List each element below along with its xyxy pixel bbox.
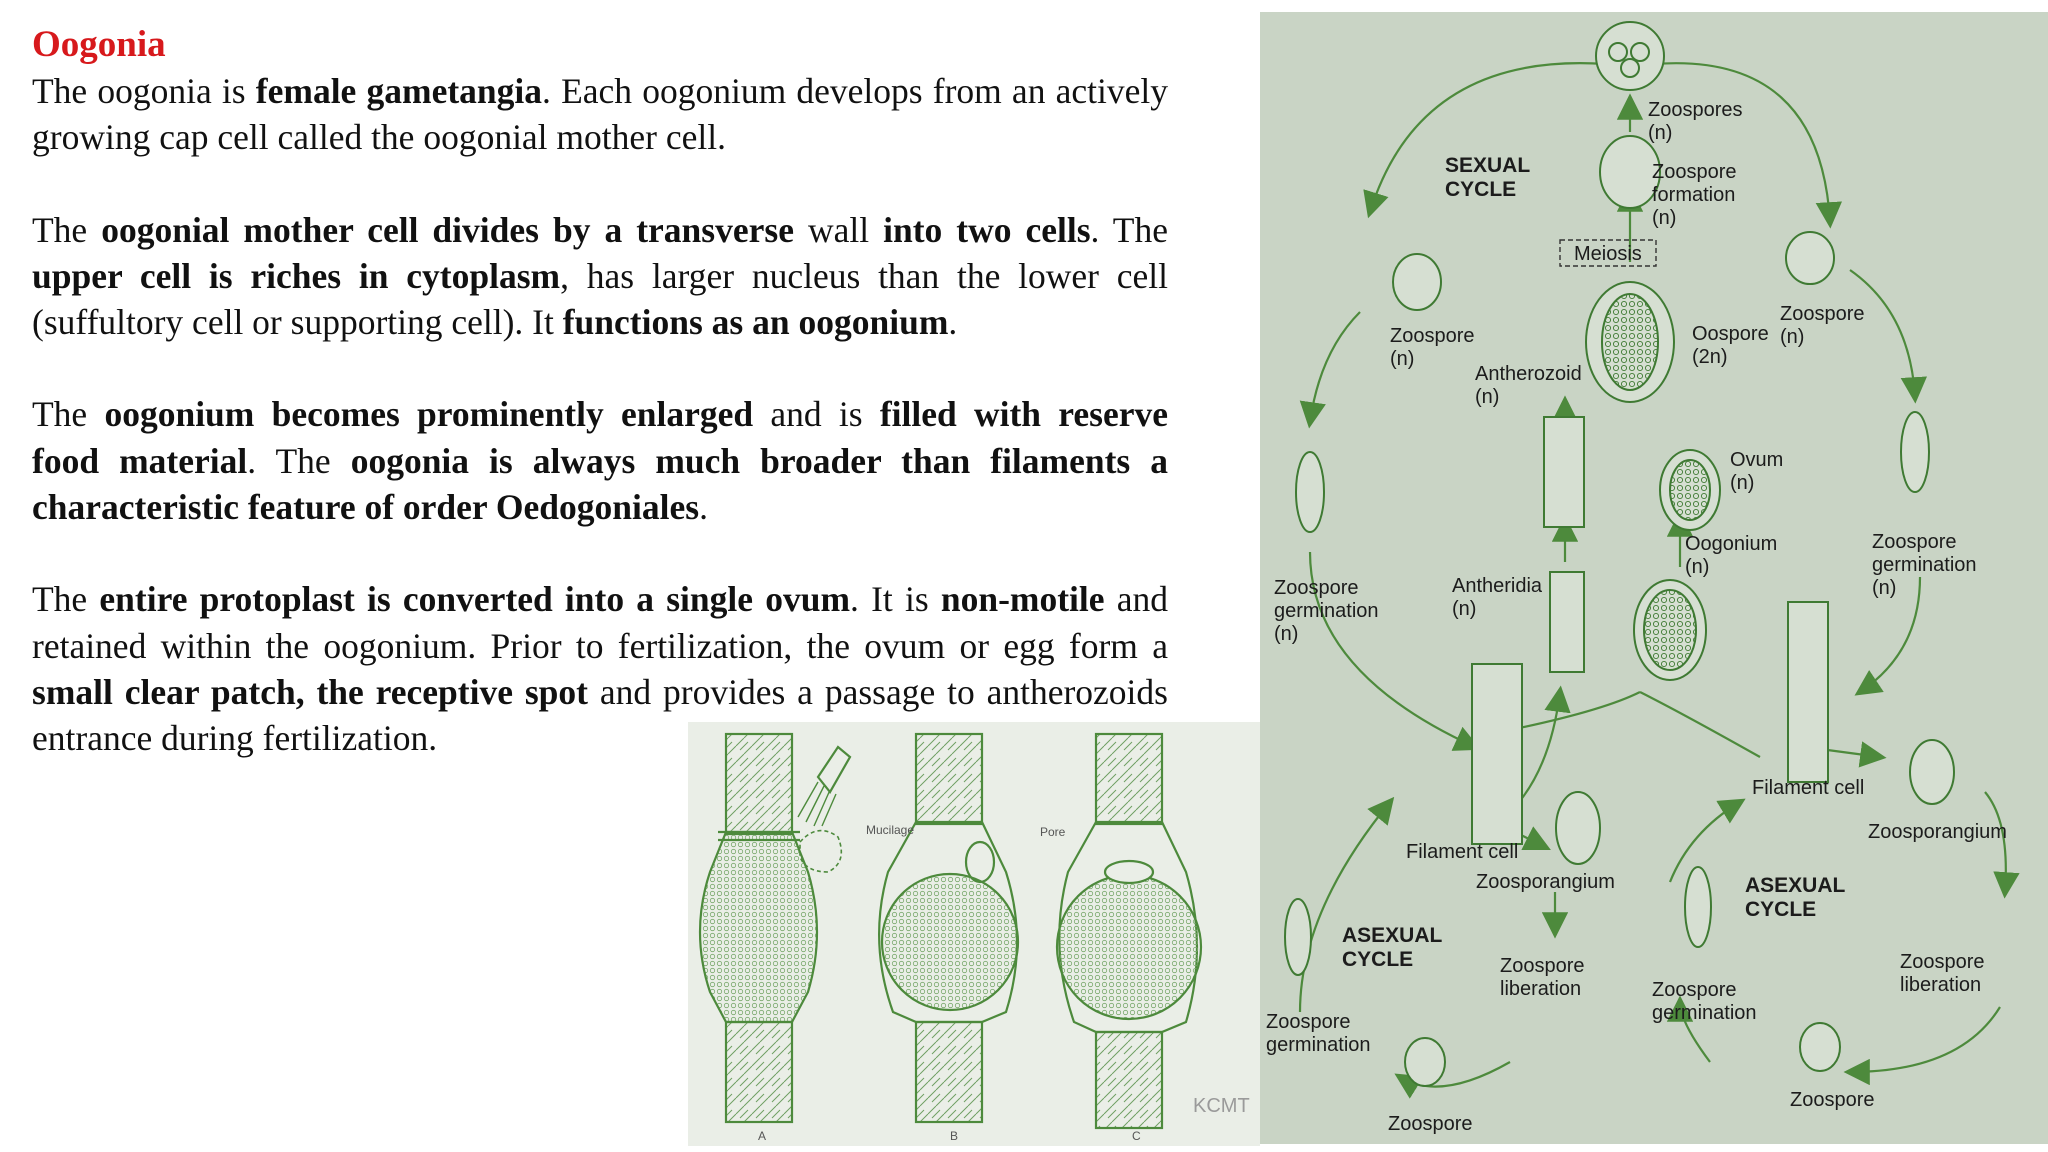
meiosis-label: Meiosis [1574,243,1642,265]
filament-cell-right-label: Filament cell [1752,777,1865,799]
zoospore-bottom-right [1800,1023,1840,1071]
antherozoid-filament [1544,417,1584,527]
asexual-cycle-right-label: ASEXUAL CYCLE [1745,874,1846,922]
filament-cell-right [1788,602,1828,782]
antherozoid-label: Antherozoid (n) [1475,363,1582,408]
p3-text-4: . [699,487,708,528]
life-cycle-figure [1260,12,2048,1144]
p4-text-3: and retained within the oogonium. Prior to fertilization, the ovum or egg form a [32,579,1168,666]
zoosporangium-left [1556,792,1600,864]
p4-text-4: and provides a passage to antherozoids entrance during fertilization. [32,671,1168,759]
oogonium-drawing [688,722,1260,1146]
zoospore-right [1786,232,1834,284]
p2-text-5: . [948,302,958,343]
p1-bold-1: female gametangia [255,71,543,111]
zoosporangium-right-label: Zoosporangium [1868,821,2007,843]
p2-text-1: The [32,209,102,250]
p3-bold-1: oogonium becomes prominently enlarged [104,394,754,435]
life-cycle-drawing [1260,12,2048,1144]
p1-text-2: . Each oogonium develops from an actively growing cap cell called the oogonial mother cell. [32,71,1168,158]
p3-bold-3: oogonia is always much broader than filaments a characteristic feature of order Oedogoniales [32,440,1168,528]
p1-text-1: The oogonia is [32,71,256,111]
zoospore-left [1393,254,1441,310]
p2-bold-2: into two cells [883,209,1091,250]
antheridia-filament [1550,572,1584,672]
p4-text-2: . It is [850,579,941,620]
paragraph-3 [32,391,1168,530]
zoosporangium-left-label: Zoosporangium [1476,871,1615,893]
oogonium-figure [688,722,1260,1146]
zoospore-right-label: Zoospore (n) [1780,303,1865,348]
label-a: A [758,1129,767,1143]
ovum-label: Ovum (n) [1730,449,1784,494]
slide-text [32,22,1168,762]
p2-text-3: . The [1090,209,1168,250]
p4-bold-2: non-motile [940,579,1105,620]
zoospore-formation-label: Zoospore formation (n) [1652,161,1737,229]
p4-bold-3: small clear patch, the receptive spot [32,671,588,712]
germling-left [1296,452,1324,532]
oogonium-b [879,734,1018,1122]
sexual-cycle-label: SEXUAL CYCLE [1445,154,1531,202]
antheridia-label: Antheridia (n) [1452,575,1543,620]
germling-right [1901,412,1929,492]
zoospore-bottom-left [1405,1038,1445,1086]
p4-bold-1: entire protoplast is converted into a single ovum [99,579,851,620]
p3-bold-2: filled with reserve food material [32,394,1168,481]
zoospores-label: Zoospores (n) [1648,99,1743,144]
paragraph-1 [32,68,1168,161]
zoospore-bottom-left-label: Zoospore [1388,1113,1473,1135]
zoospore-germination-left-label: Zoospore germination (n) [1274,577,1379,645]
oospore-label: Oospore (2n) [1692,323,1769,368]
p3-text-2: and is [753,394,880,435]
zoospore-formation-cell [1600,136,1660,208]
p2-bold-1: oogonial mother cell divides by a transverse [101,209,794,250]
p2-bold-3: upper cell is riches in cytoplasm [32,255,561,296]
mucilage-label: Mucilage [866,823,915,837]
slide-title: Oogonia [32,24,166,65]
asexual-cycle-left-label: ASEXUAL CYCLE [1342,924,1443,972]
p3-text-1: The [32,394,105,435]
zoospore-liberation-left-label: Zoospore liberation [1500,955,1585,1000]
oogonium-a [700,734,850,1122]
pore-label: Pore [1040,825,1066,839]
oogonium-c [1057,734,1201,1128]
zoospore-germination-bottom-label: Zoospore germination [1652,979,1757,1024]
p2-text-2: wall [793,209,884,250]
filament-cell-left-label: Filament cell [1406,841,1519,863]
zoospore-left-label: Zoospore (n) [1390,325,1475,370]
label-c: C [1132,1129,1141,1143]
zoospore-liberation-right-label: Zoospore liberation [1900,951,1985,996]
zoosporangium-right [1910,740,1954,804]
oogonium-label: Oogonium (n) [1685,533,1778,578]
p3-text-3: . The [247,440,351,481]
paragraph-2 [32,207,1168,346]
zoospore-germination-bottom-left-label: Zoospore germination [1266,1011,1371,1056]
label-b: B [950,1129,959,1143]
watermark: KCMT [1193,1095,1250,1117]
filament-cell-left [1472,664,1522,844]
p2-text-4: , has larger nucleus than the lower cell (suffultory cell or supporting cell). It [32,255,1169,343]
zoospore-bottom-right-label: Zoospore [1790,1089,1875,1111]
zoospore-germination-right-label: Zoospore germination (n) [1872,531,1977,599]
zoospores-cell [1596,22,1664,90]
p2-bold-4: functions as an oogonium [562,302,949,343]
p4-text-1: The [32,579,100,620]
